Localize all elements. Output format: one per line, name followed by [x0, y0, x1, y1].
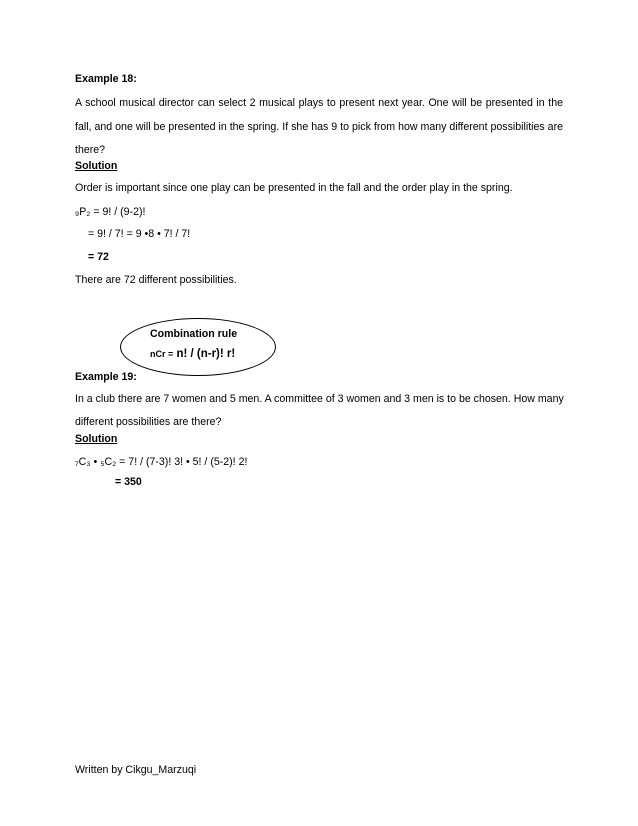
example-19-step-1: ₇C₃ • ₅C₂ = 7! / (7-3)! 3! • 5! / (5-2)! 2!	[75, 456, 248, 468]
page-footer: Written by Cikgu_Marzuqi	[75, 764, 197, 776]
example-18-reasoning: Order is important since one play can be presented in the fall and the order play in the spring.	[75, 182, 513, 194]
example-18-solution-label: Solution	[75, 160, 118, 172]
formula-prefix: nCr =	[150, 349, 174, 359]
example-18-result: = 72	[88, 251, 109, 263]
example-19-problem-line-2: different possibilities are there?	[75, 416, 222, 428]
example-19-problem-line-1: In a club there are 7 women and 5 men. A committee of 3 women and 3 men is to be chosen. How many	[75, 393, 564, 405]
example-19-heading: Example 19:	[75, 371, 137, 383]
example-18-step-1: ₉P₂ = 9! / (9-2)!	[75, 206, 146, 218]
formula-body: n! / (n-r)! r!	[173, 348, 236, 360]
example-18-problem-line-2: fall, and one will be presented in the spring. If she has 9 to pick from how many different possibilities are	[75, 121, 563, 133]
example-18-problem-line-3: there?	[75, 144, 106, 156]
example-19-result: = 350	[115, 476, 142, 488]
example-18-conclusion: There are 72 different possibilities.	[75, 274, 237, 286]
combination-rule-title: Combination rule	[150, 328, 238, 340]
example-18-step-2: = 9! / 7! = 9 •8 • 7! / 7!	[88, 228, 191, 240]
combination-rule-formula	[150, 347, 235, 361]
example-19-solution-label: Solution	[75, 433, 118, 445]
example-18-problem-line-1: A school musical director can select 2 musical plays to present next year. One will be presented in the	[75, 97, 563, 109]
example-18-heading: Example 18:	[75, 73, 137, 85]
